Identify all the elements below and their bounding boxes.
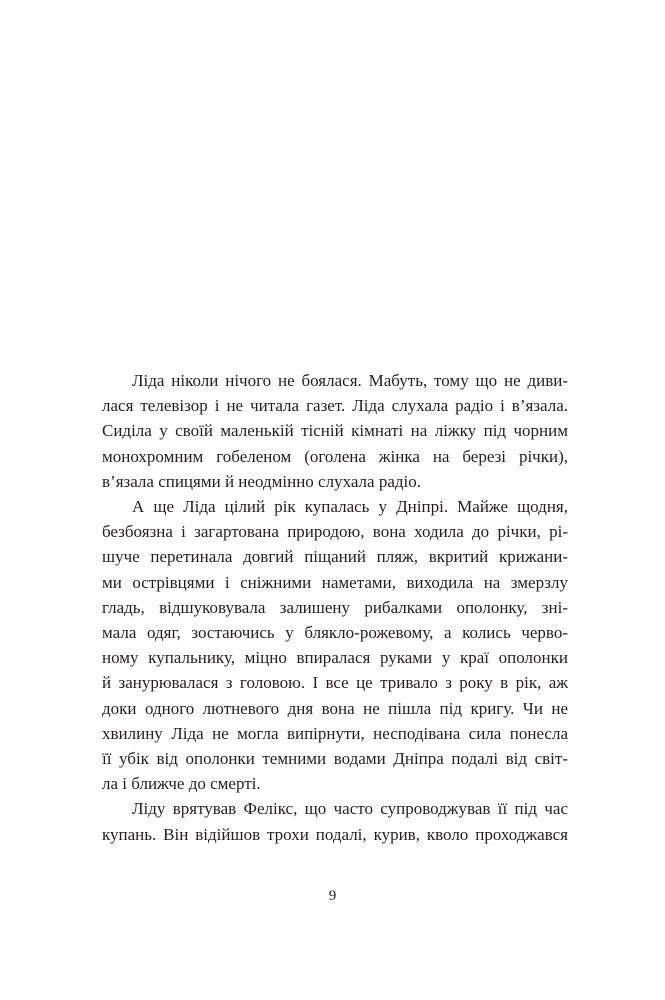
text-line: в’язала спицями й неодмінно слухала радіо. [102, 471, 421, 491]
paragraph [102, 494, 568, 796]
text-line: лася телевізор і не читала газет. Ліда слухала радіо і в’язала. [102, 396, 568, 416]
text-line: й занурювалася з головою. І все це тривало з року в рік, аж [102, 673, 568, 693]
text-line: А ще Ліда цілий рік купалась у Дніпрі. Майже щодня, [132, 497, 568, 517]
paragraph [102, 368, 568, 494]
text-line: Ліда ніколи нічого не боялася. Мабуть, тому що не диви- [132, 371, 568, 390]
text-line: ми острівцями і сніжними наметами, виходила на змерзлу [102, 572, 568, 592]
text-line: монохромним гобеленом (оголена жінка на березі річки), [102, 446, 568, 466]
text-line: хвилину Ліда не могла випірнути, несподівана сила понесла [102, 723, 568, 743]
text-line: купань. Він відійшов трохи подалі, курив, кволо проходжався [102, 824, 568, 844]
text-line: Сиділа у своїй маленькій тісній кімнаті на ліжку під чорним [102, 421, 568, 441]
text-line: її убік від ополонки темними водами Дніпра подалі від світ- [102, 749, 568, 769]
text-line: доки одного лютневого дня вона не пішла під кригу. Чи не [102, 698, 568, 718]
text-line: ному купальнику, міцно впиралася руками у краї ополонки [102, 648, 568, 668]
text-line: ла і ближче до смерті. [102, 774, 261, 794]
body-text [102, 368, 568, 847]
text-line: гладь, відшуковувала залишену рибалками ополонку, зні- [102, 597, 568, 617]
page-number: 9 [328, 888, 337, 904]
text-line: мала одяг, зостаючись у блякло-рожевому, а колись черво- [102, 623, 568, 643]
text-line: шуче перетинала довгий піщаний пляж, вкритий крижани- [102, 547, 568, 567]
text-line: Ліду врятував Фелікс, що часто супроводжував її під час [132, 799, 568, 819]
paragraph [102, 796, 568, 846]
text-line: безбоязна і загартована природою, вона ходила до річки, рі- [102, 522, 568, 542]
